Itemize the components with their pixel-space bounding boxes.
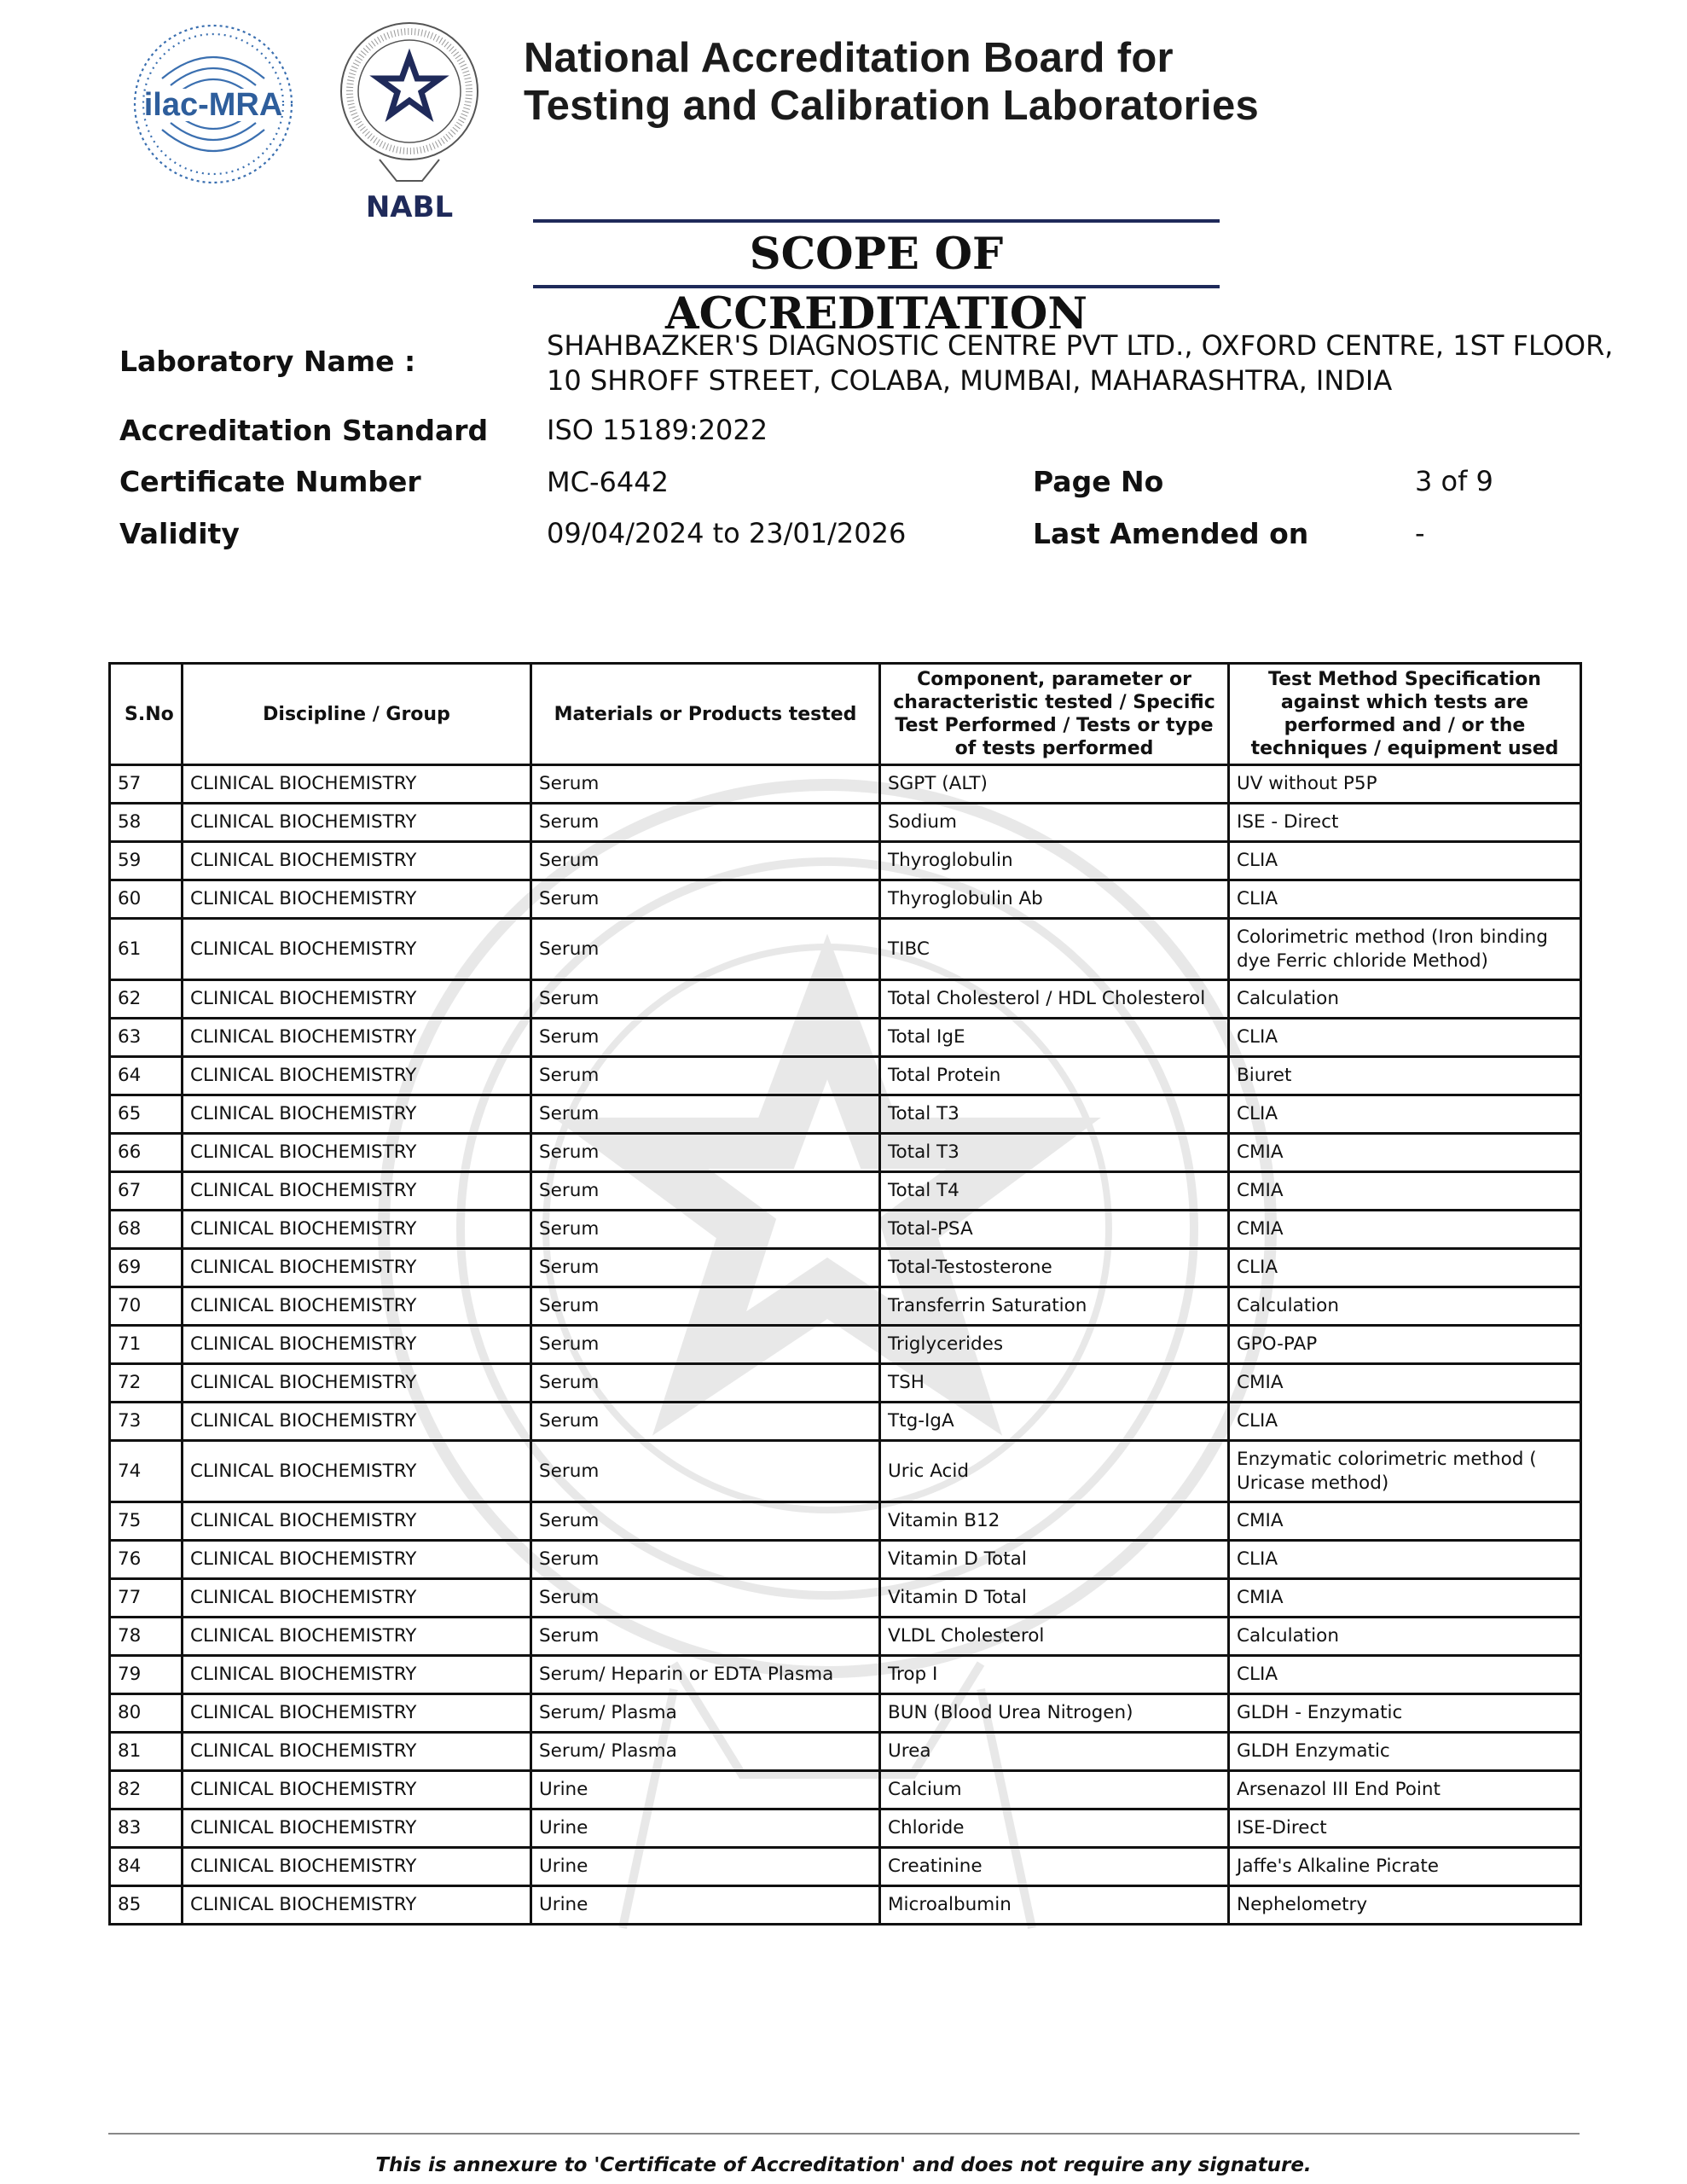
- board-title: [524, 34, 1377, 130]
- cell-sno: 60: [110, 880, 183, 919]
- table-row: [110, 1172, 1581, 1211]
- amended-label: Last Amended on: [1033, 517, 1309, 550]
- board-title-line1: National Accreditation Board for: [524, 35, 1174, 81]
- table-row: [110, 1326, 1581, 1364]
- cell-method: ISE-Direct: [1229, 1809, 1581, 1848]
- cell-method: CLIA: [1229, 842, 1581, 880]
- cell-component: Total-Testosterone: [880, 1249, 1229, 1287]
- cell-component: Total T3: [880, 1095, 1229, 1134]
- table-row: [110, 1019, 1581, 1057]
- cell-method: GPO-PAP: [1229, 1326, 1581, 1364]
- table-row: [110, 1656, 1581, 1694]
- cell-component: Ttg-IgA: [880, 1403, 1229, 1441]
- table-row: [110, 1809, 1581, 1848]
- cell-component: Microalbumin: [880, 1886, 1229, 1925]
- table-row: [110, 1848, 1581, 1886]
- amended-value: -: [1415, 517, 1425, 549]
- cell-sno: 62: [110, 980, 183, 1019]
- cell-component: Total Protein: [880, 1057, 1229, 1095]
- nabl-logo: [333, 19, 486, 224]
- cell-sno: 81: [110, 1733, 183, 1771]
- cell-component: BUN (Blood Urea Nitrogen): [880, 1694, 1229, 1733]
- cell-material: Serum: [531, 919, 880, 980]
- cell-discipline: CLINICAL BIOCHEMISTRY: [183, 1733, 531, 1771]
- cell-component: Transferrin Saturation: [880, 1287, 1229, 1326]
- cell-discipline: CLINICAL BIOCHEMISTRY: [183, 1364, 531, 1403]
- cell-discipline: CLINICAL BIOCHEMISTRY: [183, 1656, 531, 1694]
- table-row: [110, 919, 1581, 980]
- cell-discipline: CLINICAL BIOCHEMISTRY: [183, 1403, 531, 1441]
- cell-sno: 73: [110, 1403, 183, 1441]
- cell-material: Serum: [531, 1095, 880, 1134]
- scope-table: [108, 662, 1582, 1926]
- cell-material: Serum: [531, 1057, 880, 1095]
- cell-method: CLIA: [1229, 1249, 1581, 1287]
- cell-method: Enzymatic colorimetric method ( Uricase method): [1229, 1441, 1581, 1502]
- cell-discipline: CLINICAL BIOCHEMISTRY: [183, 1326, 531, 1364]
- cell-sno: 58: [110, 804, 183, 842]
- table-row: [110, 1541, 1581, 1579]
- cell-method: Colorimetric method (Iron binding dye Ferric chloride Method): [1229, 919, 1581, 980]
- cell-material: Serum: [531, 842, 880, 880]
- board-title-line2: Testing and Calibration Laboratories: [524, 83, 1260, 129]
- cell-discipline: CLINICAL BIOCHEMISTRY: [183, 1848, 531, 1886]
- cell-sno: 75: [110, 1502, 183, 1541]
- footer-note: This is annexure to 'Certificate of Accreditation' and does not require any signature.: [375, 2154, 1312, 2176]
- cell-material: Serum: [531, 1249, 880, 1287]
- table-row: [110, 1733, 1581, 1771]
- cell-discipline: CLINICAL BIOCHEMISTRY: [183, 1249, 531, 1287]
- lab-name-line2: 10 SHROFF STREET, COLABA, MUMBAI, MAHARASHTRA, INDIA: [547, 364, 1393, 397]
- cell-component: Vitamin B12: [880, 1502, 1229, 1541]
- cell-sno: 63: [110, 1019, 183, 1057]
- cell-discipline: CLINICAL BIOCHEMISTRY: [183, 1019, 531, 1057]
- cell-material: Urine: [531, 1886, 880, 1925]
- cell-discipline: CLINICAL BIOCHEMISTRY: [183, 1287, 531, 1326]
- table-row: [110, 1095, 1581, 1134]
- table-header-row: [110, 664, 1581, 765]
- cell-method: ISE - Direct: [1229, 804, 1581, 842]
- page-label: Page No: [1033, 465, 1164, 498]
- cell-sno: 72: [110, 1364, 183, 1403]
- table-row: [110, 880, 1581, 919]
- cell-sno: 68: [110, 1211, 183, 1249]
- cell-component: Vitamin D Total: [880, 1579, 1229, 1618]
- cell-sno: 84: [110, 1848, 183, 1886]
- validity-value: 09/04/2024 to 23/01/2026: [547, 517, 907, 549]
- cell-method: GLDH - Enzymatic: [1229, 1694, 1581, 1733]
- table-row: [110, 1618, 1581, 1656]
- header-materials: Materials or Products tested: [531, 664, 880, 765]
- cell-discipline: CLINICAL BIOCHEMISTRY: [183, 765, 531, 804]
- cell-material: Serum/ Plasma: [531, 1694, 880, 1733]
- cell-sno: 61: [110, 919, 183, 980]
- cell-material: Urine: [531, 1771, 880, 1809]
- cell-sno: 67: [110, 1172, 183, 1211]
- cell-material: Serum/ Heparin or EDTA Plasma: [531, 1656, 880, 1694]
- cell-material: Serum: [531, 1172, 880, 1211]
- table-row: [110, 1287, 1581, 1326]
- cell-method: CLIA: [1229, 880, 1581, 919]
- cell-discipline: CLINICAL BIOCHEMISTRY: [183, 1057, 531, 1095]
- cell-component: VLDL Cholesterol: [880, 1618, 1229, 1656]
- cell-material: Serum: [531, 1211, 880, 1249]
- cell-discipline: CLINICAL BIOCHEMISTRY: [183, 1502, 531, 1541]
- cell-component: Calcium: [880, 1771, 1229, 1809]
- cell-sno: 80: [110, 1694, 183, 1733]
- cell-discipline: CLINICAL BIOCHEMISTRY: [183, 1172, 531, 1211]
- header-discipline: Discipline / Group: [183, 664, 531, 765]
- cell-method: CLIA: [1229, 1095, 1581, 1134]
- cell-method: Arsenazol III End Point: [1229, 1771, 1581, 1809]
- cell-discipline: CLINICAL BIOCHEMISTRY: [183, 1809, 531, 1848]
- table-row: [110, 1364, 1581, 1403]
- cell-sno: 82: [110, 1771, 183, 1809]
- table-row: [110, 1441, 1581, 1502]
- lab-name-label: Laboratory Name :: [119, 345, 416, 378]
- cell-discipline: CLINICAL BIOCHEMISTRY: [183, 919, 531, 980]
- cell-material: Urine: [531, 1848, 880, 1886]
- cell-component: Total Cholesterol / HDL Cholesterol: [880, 980, 1229, 1019]
- cell-method: CMIA: [1229, 1172, 1581, 1211]
- cell-sno: 85: [110, 1886, 183, 1925]
- cell-discipline: CLINICAL BIOCHEMISTRY: [183, 1095, 531, 1134]
- cell-method: UV without P5P: [1229, 765, 1581, 804]
- standard-label: Accreditation Standard: [119, 414, 489, 447]
- table-row: [110, 980, 1581, 1019]
- table-row: [110, 1211, 1581, 1249]
- table-row: [110, 1249, 1581, 1287]
- lab-name-line1: SHAHBAZKER'S DIAGNOSTIC CENTRE PVT LTD., OXFORD CENTRE, 1ST FLOOR,: [547, 329, 1614, 362]
- cell-material: Serum: [531, 765, 880, 804]
- cell-sno: 71: [110, 1326, 183, 1364]
- cell-material: Serum: [531, 1287, 880, 1326]
- cell-component: Thyroglobulin: [880, 842, 1229, 880]
- cell-material: Urine: [531, 1809, 880, 1848]
- cell-sno: 59: [110, 842, 183, 880]
- cell-material: Serum: [531, 880, 880, 919]
- cell-discipline: CLINICAL BIOCHEMISTRY: [183, 980, 531, 1019]
- cell-material: Serum: [531, 1579, 880, 1618]
- cell-sno: 79: [110, 1656, 183, 1694]
- cell-discipline: CLINICAL BIOCHEMISTRY: [183, 1541, 531, 1579]
- cell-component: Total IgE: [880, 1019, 1229, 1057]
- validity-label: Validity: [119, 517, 240, 550]
- table-row: [110, 1886, 1581, 1925]
- cell-component: TSH: [880, 1364, 1229, 1403]
- table-row: [110, 1502, 1581, 1541]
- cell-discipline: CLINICAL BIOCHEMISTRY: [183, 1211, 531, 1249]
- certificate-value: MC-6442: [547, 466, 669, 498]
- header-component: Component, parameter or characteristic tested / Specific Test Performed / Tests or type of tests performed: [880, 664, 1229, 765]
- cell-method: GLDH Enzymatic: [1229, 1733, 1581, 1771]
- cell-component: SGPT (ALT): [880, 765, 1229, 804]
- cell-sno: 70: [110, 1287, 183, 1326]
- cell-component: Chloride: [880, 1809, 1229, 1848]
- cell-method: Calculation: [1229, 1618, 1581, 1656]
- cell-method: Calculation: [1229, 980, 1581, 1019]
- cell-material: Serum: [531, 1541, 880, 1579]
- header-method: Test Method Specification against which tests are performed and / or the techniques / equipment used: [1229, 664, 1581, 765]
- cell-method: CLIA: [1229, 1403, 1581, 1441]
- cell-discipline: CLINICAL BIOCHEMISTRY: [183, 1618, 531, 1656]
- cell-discipline: CLINICAL BIOCHEMISTRY: [183, 804, 531, 842]
- table-row: [110, 1694, 1581, 1733]
- cell-method: CMIA: [1229, 1364, 1581, 1403]
- cell-material: Serum: [531, 1441, 880, 1502]
- cell-method: Nephelometry: [1229, 1886, 1581, 1925]
- cell-method: CMIA: [1229, 1502, 1581, 1541]
- standard-value: ISO 15189:2022: [547, 414, 768, 446]
- cell-material: Serum: [531, 1502, 880, 1541]
- table-row: [110, 842, 1581, 880]
- cell-component: Total T3: [880, 1134, 1229, 1172]
- cell-component: Thyroglobulin Ab: [880, 880, 1229, 919]
- cell-material: Serum/ Plasma: [531, 1733, 880, 1771]
- cell-sno: 64: [110, 1057, 183, 1095]
- table-row: [110, 1134, 1581, 1172]
- cell-material: Serum: [531, 1019, 880, 1057]
- table-row: [110, 1403, 1581, 1441]
- cell-material: Serum: [531, 1326, 880, 1364]
- table-row: [110, 804, 1581, 842]
- table-row: [110, 1771, 1581, 1809]
- cell-sno: 76: [110, 1541, 183, 1579]
- footer-divider: [108, 2133, 1580, 2135]
- cell-component: Uric Acid: [880, 1441, 1229, 1502]
- cell-method: CLIA: [1229, 1541, 1581, 1579]
- cell-component: Creatinine: [880, 1848, 1229, 1886]
- ilac-logo-text: ilac-MRA: [143, 87, 283, 123]
- cell-discipline: CLINICAL BIOCHEMISTRY: [183, 1771, 531, 1809]
- cell-sno: 74: [110, 1441, 183, 1502]
- cell-material: Serum: [531, 980, 880, 1019]
- cell-discipline: CLINICAL BIOCHEMISTRY: [183, 1579, 531, 1618]
- cell-material: Serum: [531, 1364, 880, 1403]
- cell-sno: 57: [110, 765, 183, 804]
- cell-discipline: CLINICAL BIOCHEMISTRY: [183, 1134, 531, 1172]
- page-value: 3 of 9: [1415, 465, 1493, 497]
- cell-method: Biuret: [1229, 1057, 1581, 1095]
- cell-component: Triglycerides: [880, 1326, 1229, 1364]
- scope-title: SCOPE OF ACCREDITATION: [665, 229, 1087, 340]
- cell-material: Serum: [531, 1403, 880, 1441]
- table-row: [110, 1579, 1581, 1618]
- cell-component: TIBC: [880, 919, 1229, 980]
- cell-discipline: CLINICAL BIOCHEMISTRY: [183, 842, 531, 880]
- cell-method: CMIA: [1229, 1579, 1581, 1618]
- cell-sno: 69: [110, 1249, 183, 1287]
- cell-component: Sodium: [880, 804, 1229, 842]
- cell-method: CMIA: [1229, 1134, 1581, 1172]
- header-sno: S.No: [110, 664, 183, 765]
- cell-sno: 83: [110, 1809, 183, 1848]
- cell-method: Calculation: [1229, 1287, 1581, 1326]
- cell-material: Serum: [531, 1618, 880, 1656]
- table-row: [110, 1057, 1581, 1095]
- scope-title-rule-top: [533, 219, 1220, 223]
- cell-component: Urea: [880, 1733, 1229, 1771]
- cell-method: CLIA: [1229, 1656, 1581, 1694]
- cell-discipline: CLINICAL BIOCHEMISTRY: [183, 880, 531, 919]
- cell-sno: 78: [110, 1618, 183, 1656]
- table-row: [110, 765, 1581, 804]
- cell-component: Vitamin D Total: [880, 1541, 1229, 1579]
- cell-method: CLIA: [1229, 1019, 1581, 1057]
- cell-method: CMIA: [1229, 1211, 1581, 1249]
- cell-sno: 65: [110, 1095, 183, 1134]
- cell-discipline: CLINICAL BIOCHEMISTRY: [183, 1694, 531, 1733]
- cell-method: Jaffe's Alkaline Picrate: [1229, 1848, 1581, 1886]
- cell-component: Total T4: [880, 1172, 1229, 1211]
- cell-material: Serum: [531, 804, 880, 842]
- cell-discipline: CLINICAL BIOCHEMISTRY: [183, 1441, 531, 1502]
- cell-component: Total-PSA: [880, 1211, 1229, 1249]
- cell-sno: 77: [110, 1579, 183, 1618]
- cell-discipline: CLINICAL BIOCHEMISTRY: [183, 1886, 531, 1925]
- scope-title-rule-bottom: [533, 285, 1220, 288]
- nabl-logo-text: NABL: [365, 190, 454, 224]
- certificate-label: Certificate Number: [119, 465, 421, 498]
- cell-sno: 66: [110, 1134, 183, 1172]
- ilac-mra-logo: [128, 19, 299, 189]
- cell-component: Trop I: [880, 1656, 1229, 1694]
- cell-material: Serum: [531, 1134, 880, 1172]
